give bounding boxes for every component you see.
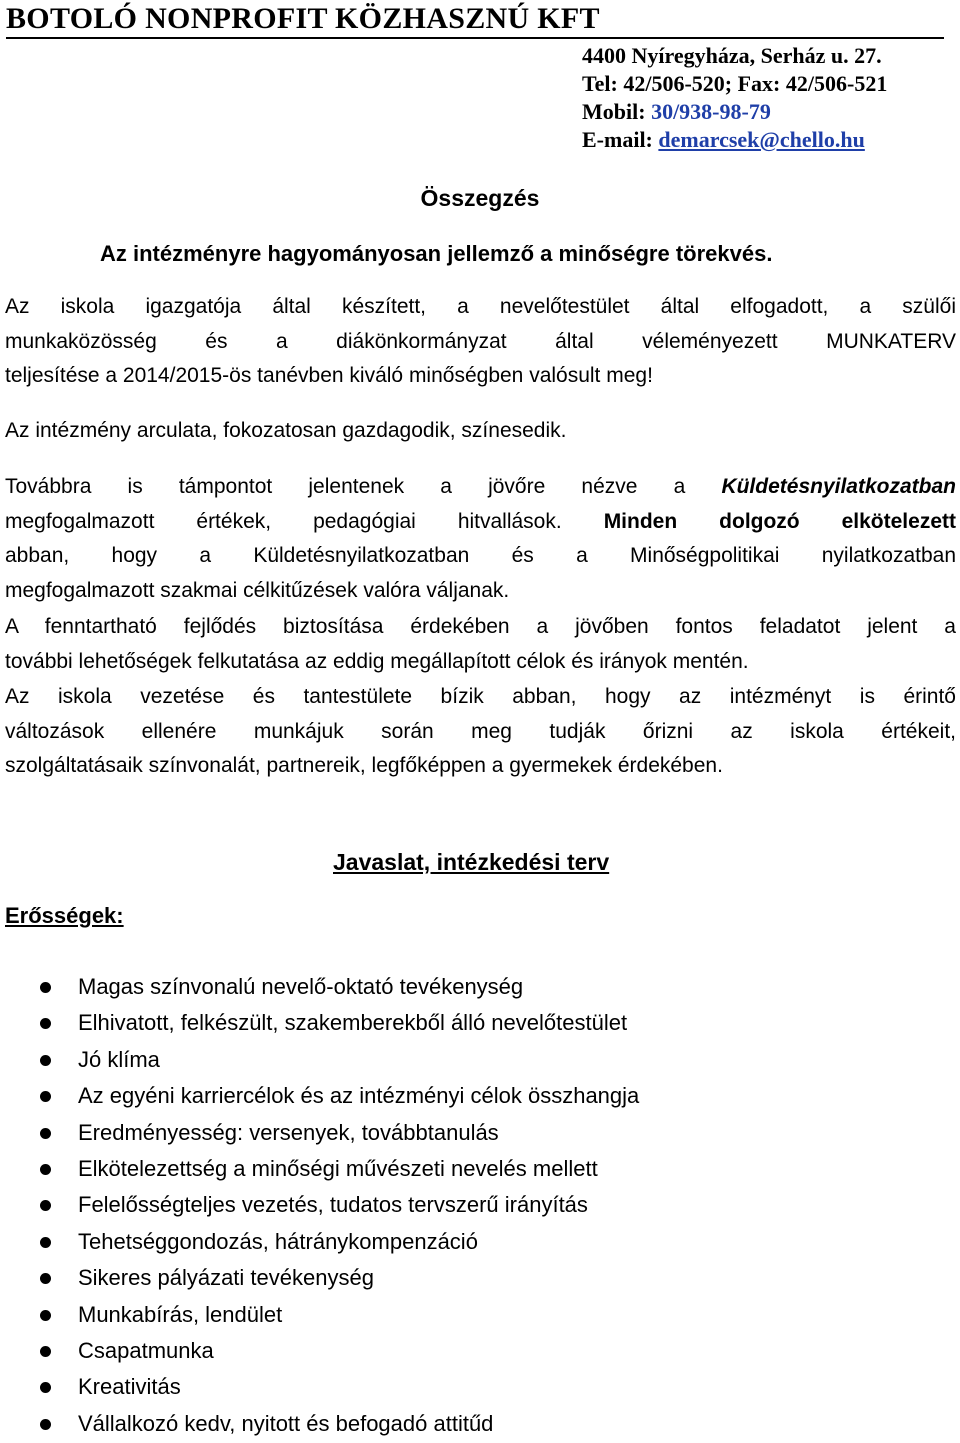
contact-block xyxy=(582,42,887,154)
bullet-icon xyxy=(40,1346,51,1357)
bullet-icon xyxy=(40,1164,51,1175)
list-item-text: Kreativitás xyxy=(78,1374,181,1400)
summary-title: Összegzés xyxy=(420,185,540,211)
bullet-icon xyxy=(40,1382,51,1393)
list-item-text: Csapatmunka xyxy=(78,1337,214,1363)
action-plan-title: Javaslat, intézkedési terv xyxy=(333,849,610,875)
bullet-icon xyxy=(40,1310,51,1321)
list-item-text: Az egyéni karriercélok és az intézményi célok összhangja xyxy=(78,1083,640,1109)
list-item-text: Elhivatott, felkészült, szakemberekből álló nevelőtestület xyxy=(78,1010,628,1036)
list-item-text: Elkötelezettség a minőségi művészeti nevelés mellett xyxy=(78,1155,598,1181)
list-item-text: Felelősségteljes vezetés, tudatos tervszerű irányítás xyxy=(78,1192,588,1218)
strengths-list xyxy=(0,970,639,1443)
list-item xyxy=(0,1152,639,1188)
list-item xyxy=(0,1298,639,1334)
paragraph-line: szolgáltatásaik színvonalát, partnereik, legfőképpen a gyermekek érdekében. xyxy=(5,754,723,777)
list-item-text: Sikeres pályázati tevékenység xyxy=(78,1265,374,1291)
organization-name: BOTOLÓ NONPROFIT KÖZHASZNÚ KFT xyxy=(6,2,944,39)
list-item xyxy=(0,1334,639,1370)
paragraph-line: Az intézmény arculata, fokozatosan gazdagodik, színesedik. xyxy=(5,419,567,442)
paragraph-line: megfogalmazott szakmai célkitűzések valóra váljanak. xyxy=(5,578,510,602)
list-item-text: Magas színvonalú nevelő-oktató tevékenység xyxy=(78,974,524,999)
list-item xyxy=(0,1079,639,1115)
email-label: E-mail: xyxy=(582,127,659,152)
list-item-text: Tehetséggondozás, hátránykompenzáció xyxy=(78,1228,478,1254)
list-item xyxy=(0,1188,639,1224)
text-run: Továbbra is támpontot jelentenek a jövőre nézve a xyxy=(5,475,722,498)
bullet-icon xyxy=(40,1237,51,1248)
list-item xyxy=(0,970,639,1006)
email-link[interactable]: demarcsek@chello.hu xyxy=(658,127,865,152)
emphasis-mission-statement: Küldetésnyilatkozatban xyxy=(721,475,956,498)
email-line xyxy=(582,126,887,154)
paragraph-line xyxy=(5,505,956,540)
bullet-icon xyxy=(40,1055,51,1066)
paragraph-line xyxy=(5,470,956,505)
address: 4400 Nyíregyháza, Serház u. 27. xyxy=(582,43,882,68)
mobile-label: Mobil: xyxy=(582,99,652,124)
paragraph-line: abban, hogy a Küldetésnyilatkozatban és a Minőségpolitikai nyilatkozatban xyxy=(5,544,956,567)
list-item-text: Jó klíma xyxy=(78,1046,160,1072)
paragraph-3 xyxy=(5,470,956,608)
phone-fax: Tel: 42/506-520; Fax: 42/506-521 xyxy=(582,71,888,96)
paragraph-2 xyxy=(5,414,956,449)
paragraph-5 xyxy=(5,680,956,784)
list-item-text: Munkabírás, lendület xyxy=(78,1301,283,1327)
list-item xyxy=(0,1043,639,1079)
list-item xyxy=(0,1225,639,1261)
list-item-text: Vállalkozó kedv, nyitott és befogadó attitűd xyxy=(78,1410,494,1436)
bullet-icon xyxy=(40,1419,51,1430)
strengths-heading: Erősségek: xyxy=(5,903,124,928)
bullet-icon xyxy=(40,1091,51,1102)
list-item-text: Eredményesség: versenyek, továbbtanulás xyxy=(78,1119,499,1145)
list-item xyxy=(0,1006,639,1042)
list-item xyxy=(0,1261,639,1297)
bullet-icon xyxy=(40,1200,51,1211)
paragraph-line: további lehetőségek felkutatása az eddig megállapított célok és irányok mentén. xyxy=(5,649,749,673)
list-item xyxy=(0,1407,639,1443)
paragraph-line: munkaközösség és a diákönkormányzat által véleményezett MUNKATERV xyxy=(5,329,956,353)
summary-subheading: Az intézményre hagyományosan jellemző a minőségre törekvés. xyxy=(100,241,773,266)
bullet-icon xyxy=(40,1273,51,1284)
text-run: megfogalmazott értékek, pedagógiai hitvallások. xyxy=(5,509,604,533)
paragraph-line: Az iskola vezetése és tantestülete bízik abban, hogy az intézményt is érintő xyxy=(5,685,956,708)
paragraph-line: teljesítése a 2014/2015-ös tanévben kiváló minőségben valósult meg! xyxy=(5,364,653,387)
list-item xyxy=(0,1116,639,1152)
mobile-line xyxy=(582,98,887,126)
emphasis-commitment: Minden dolgozó elkötelezett xyxy=(603,509,956,533)
paragraph-line: A fenntartható fejlődés biztosítása érdekében a jövőben fontos feladatot jelent a xyxy=(5,615,956,638)
mobile-number: 30/938-98-79 xyxy=(651,99,771,124)
paragraph-4 xyxy=(5,610,956,679)
paragraph-1 xyxy=(5,290,956,394)
list-item xyxy=(0,1370,639,1406)
bullet-icon xyxy=(40,1018,51,1029)
paragraph-line: változások ellenére munkájuk során meg tudják őrizni az iskola értékeit, xyxy=(5,719,956,743)
bullet-icon xyxy=(40,1128,51,1139)
paragraph-line: Az iskola igazgatója által készített, a nevelőtestület által elfogadott, a szülői xyxy=(5,295,956,318)
bullet-icon xyxy=(40,982,51,993)
